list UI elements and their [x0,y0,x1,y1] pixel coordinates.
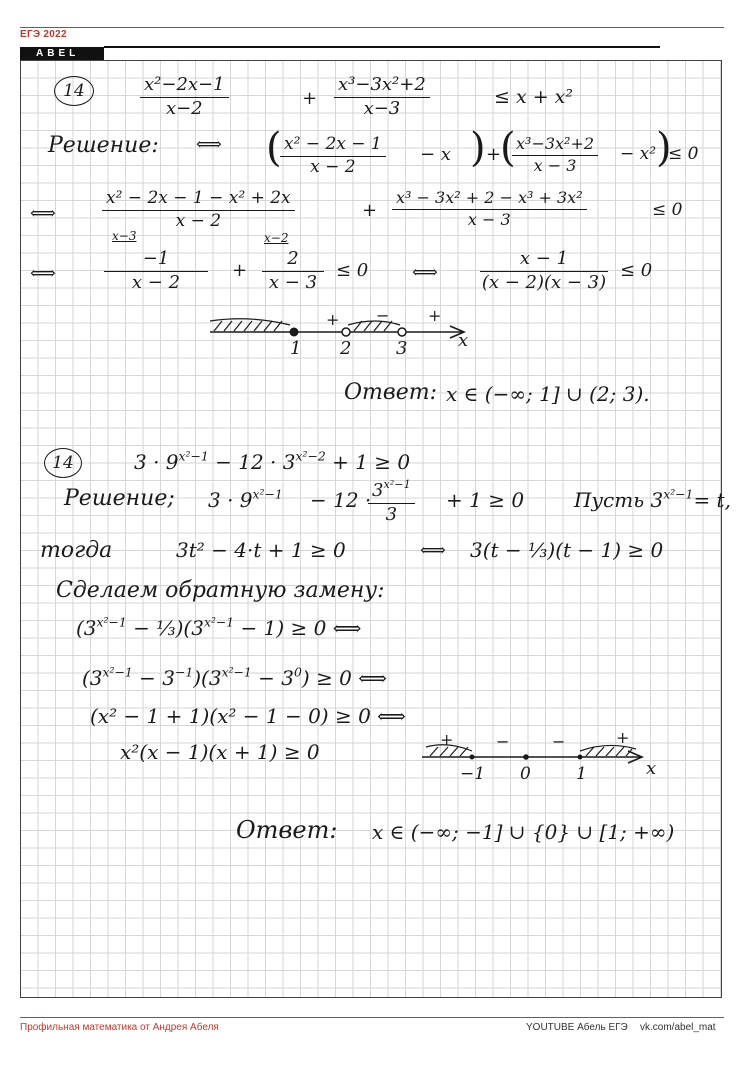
p2-rewrite-frac-num [368,478,415,504]
p1-s3-b-factor: x−2 [264,231,289,245]
p1-rhs: ≤ x + x² [494,86,574,108]
p1-sign-1: + [326,310,340,329]
p2-rewrite-frac-den: 3 [385,503,398,525]
p2-substitution-rhs: = t, [693,488,731,512]
p1-s1-frac-b-den: x − 3 [533,155,577,175]
p1-s1-paren-open-b: ( [500,125,516,171]
p1-point-2 [342,328,350,336]
brand-rule [104,46,660,48]
p1-s2-frac-a [102,190,295,231]
p2-r1 [76,614,362,640]
p1-s3-frac-c-num: x − 1 [480,250,608,272]
p2-rewrite-frac-num-base: 3 [372,480,384,501]
p1-s1-equiv: ⟺ [196,134,222,155]
p2-r4: x²(x − 1)(x + 1) ≥ 0 [120,740,320,764]
p1-s3-rel-2: ≤ 0 [620,260,653,281]
p1-s1-frac-a-num: x² − 2x − 1 [280,136,386,157]
p2-then-label: тогда [40,538,113,563]
p1-frac-2-den: x−3 [363,97,401,119]
p1-s3-equiv-2: ⟺ [412,262,438,283]
p2-r2-a: (3 [82,666,103,690]
p2-r2 [82,664,387,690]
p2-substitution-base: 3 [650,488,664,512]
p1-s2-frac-b-num: x³ − 3x² + 2 − x³ + 3x² [392,190,587,210]
problem-2-number: 14 [44,448,82,478]
p2-rewrite-frac [368,478,415,525]
p1-frac-1-num: x²−2x−1 [140,76,229,98]
p2-solution-label: Решение; [64,486,175,511]
p1-point-3 [398,328,406,336]
p2-substitution-label: Пусть [574,488,645,512]
p1-frac-1 [140,76,229,119]
p2-then-expr: 3t² − 4·t + 1 ≥ 0 [176,538,346,562]
p2-statement-end: + 1 ≥ 0 [325,450,411,474]
p1-s3-frac-b-den: x − 3 [268,271,318,293]
p1-frac-2 [334,76,430,119]
p1-s3-frac-c-den: (x − 2)(x − 3) [481,271,607,293]
p1-s2-frac-b-den: x − 3 [467,209,511,229]
p1-s3-equiv: ⟺ [30,263,56,284]
exam-label: ЕГЭ 2022 [20,29,67,40]
p1-s2-equiv: ⟺ [30,203,56,224]
p1-s3-frac-a [104,250,208,293]
p2-statement-exp2: x²−2 [295,448,326,464]
p2-statement-exp1: x²−1 [178,448,209,464]
p1-s1-frac-b-num: x³−3x²+2 [512,136,598,156]
p1-s1-paren-open: ( [266,125,282,171]
p2-r2-exp-m1: −1 [174,664,194,680]
p2-statement [134,448,411,474]
p2-sign-1: + [440,730,454,749]
p2-rewrite-a-exp: x²−1 [252,486,283,502]
p1-s1-a-tail: − x [420,144,451,165]
p1-tick-2: 2 [340,338,352,359]
p2-tick-minus-1: −1 [460,764,486,784]
p1-tick-3: 3 [396,338,408,359]
p2-rewrite-a [208,486,283,512]
p1-s1-frac-a [280,136,386,177]
p2-r1-exp2: x²−1 [203,614,235,630]
p1-s2-rel: ≤ 0 [652,200,683,220]
p1-answer-label: Ответ: [344,380,437,405]
p2-point-1 [578,755,583,760]
brand-logo: ABEL [20,47,104,60]
p1-s1-paren-close-b: ) [656,125,672,171]
header-rule [20,27,724,28]
p2-sign-3: − [552,732,566,751]
p2-r2-end: ) ≥ 0 ⟺ [301,666,387,690]
p1-s2-frac-a-num: x² − 2x − 1 − x² + 2x [102,190,295,211]
p2-tick-0: 0 [520,764,531,784]
p2-rewrite-b: − 12 · [310,488,372,512]
p2-r1-exp: x²−1 [96,614,127,630]
p1-frac-1-den: x−2 [165,97,203,119]
p2-r1-end: − 1) ≥ 0 ⟺ [234,616,362,640]
p2-hatch-right [580,745,636,756]
p2-then-equiv: ⟺ [420,540,446,561]
p2-rewrite-frac-num-exp: x²−1 [383,478,411,492]
p2-r2-exp: x²−1 [102,664,133,680]
p1-s3-frac-b-num: 2 [262,250,324,272]
p2-substitution [574,486,731,512]
p2-sign-4: + [616,728,630,747]
p2-r2-exp2: x²−1 [221,664,252,680]
p1-solution-label: Решение: [48,133,159,158]
p1-s2-frac-a-den: x − 2 [175,210,222,231]
p1-plus: + [302,88,318,109]
footer-youtube: YOUTUBE Абель ЕГЭ [526,1022,628,1033]
p2-rewrite-a-text: 3 · 9 [208,488,253,512]
p1-hatch-left [210,319,290,331]
p1-hatch-middle [348,321,400,331]
p1-frac-2-num: x³−3x²+2 [334,76,430,98]
p1-s1-frac-b [512,136,598,175]
p1-s3-frac-c [480,250,608,293]
p1-answer: x ∈ (−∞; 1] ∪ (2; 3). [446,382,650,406]
p1-s1-frac-a-den: x − 2 [310,156,356,177]
p1-s1-plus: + [486,144,502,165]
p1-s1-b-tail: − x² [620,144,657,164]
p2-sign-2: − [496,732,510,751]
p1-tick-1: 1 [290,338,302,359]
p2-statement-mid: − 12 · 3 [208,450,296,474]
p1-s1-paren-close-a: ) [470,125,486,171]
p2-point-0 [523,754,529,760]
p1-point-1 [290,328,299,337]
p2-r1-a: (3 [76,616,97,640]
p2-r2-mid2: − 3 [251,666,295,690]
p1-s3-rel: ≤ 0 [336,260,369,281]
p1-sign-3: + [428,306,442,325]
p1-s2-frac-b [392,190,587,229]
p1-sign-2: − [376,306,390,325]
p2-answer-label: Ответ: [236,816,338,844]
footer-vk-link[interactable]: vk.com/abel_mat [640,1022,716,1033]
p2-r1-rest: − ⅓)(3 [126,616,204,640]
p1-s3-frac-b [262,250,324,293]
p1-s2-plus: + [362,200,378,221]
p1-s3-a-factor: x−3 [112,229,137,243]
footer-author: Профильная математика от Андрея Абеля [20,1022,219,1033]
p2-substitution-exp: x²−1 [663,486,694,502]
p2-then-factored: 3(t − ⅓)(t − 1) ≥ 0 [470,538,664,562]
p1-s3-frac-a-num: −1 [104,250,208,272]
p2-axis-label: x [646,758,657,779]
p1-s3-frac-a-den: x − 2 [131,271,181,293]
p2-reverse-label: Сделаем обратную замену: [56,578,385,603]
p2-answer: x ∈ (−∞; −1] ∪ {0} ∪ [1; +∞) [372,820,675,844]
p1-s3-plus: + [232,260,248,281]
p1-s1-rel: ≤ 0 [668,144,699,164]
footer-rule [20,1017,724,1018]
p2-r2-exp0: 0 [294,664,302,680]
p2-r3: (x² − 1 + 1)(x² − 1 − 0) ≥ 0 ⟺ [90,704,406,728]
p2-statement-a: 3 · 9 [134,450,179,474]
p2-r2-mid: − 3 [132,666,175,690]
problem-1-number: 14 [54,76,94,106]
p2-point-minus-1 [470,755,475,760]
p2-tick-1: 1 [576,764,587,784]
p2-r2-rest: )(3 [193,666,222,690]
p2-rewrite-end: + 1 ≥ 0 [446,488,525,512]
p1-axis-label: x [458,330,469,351]
